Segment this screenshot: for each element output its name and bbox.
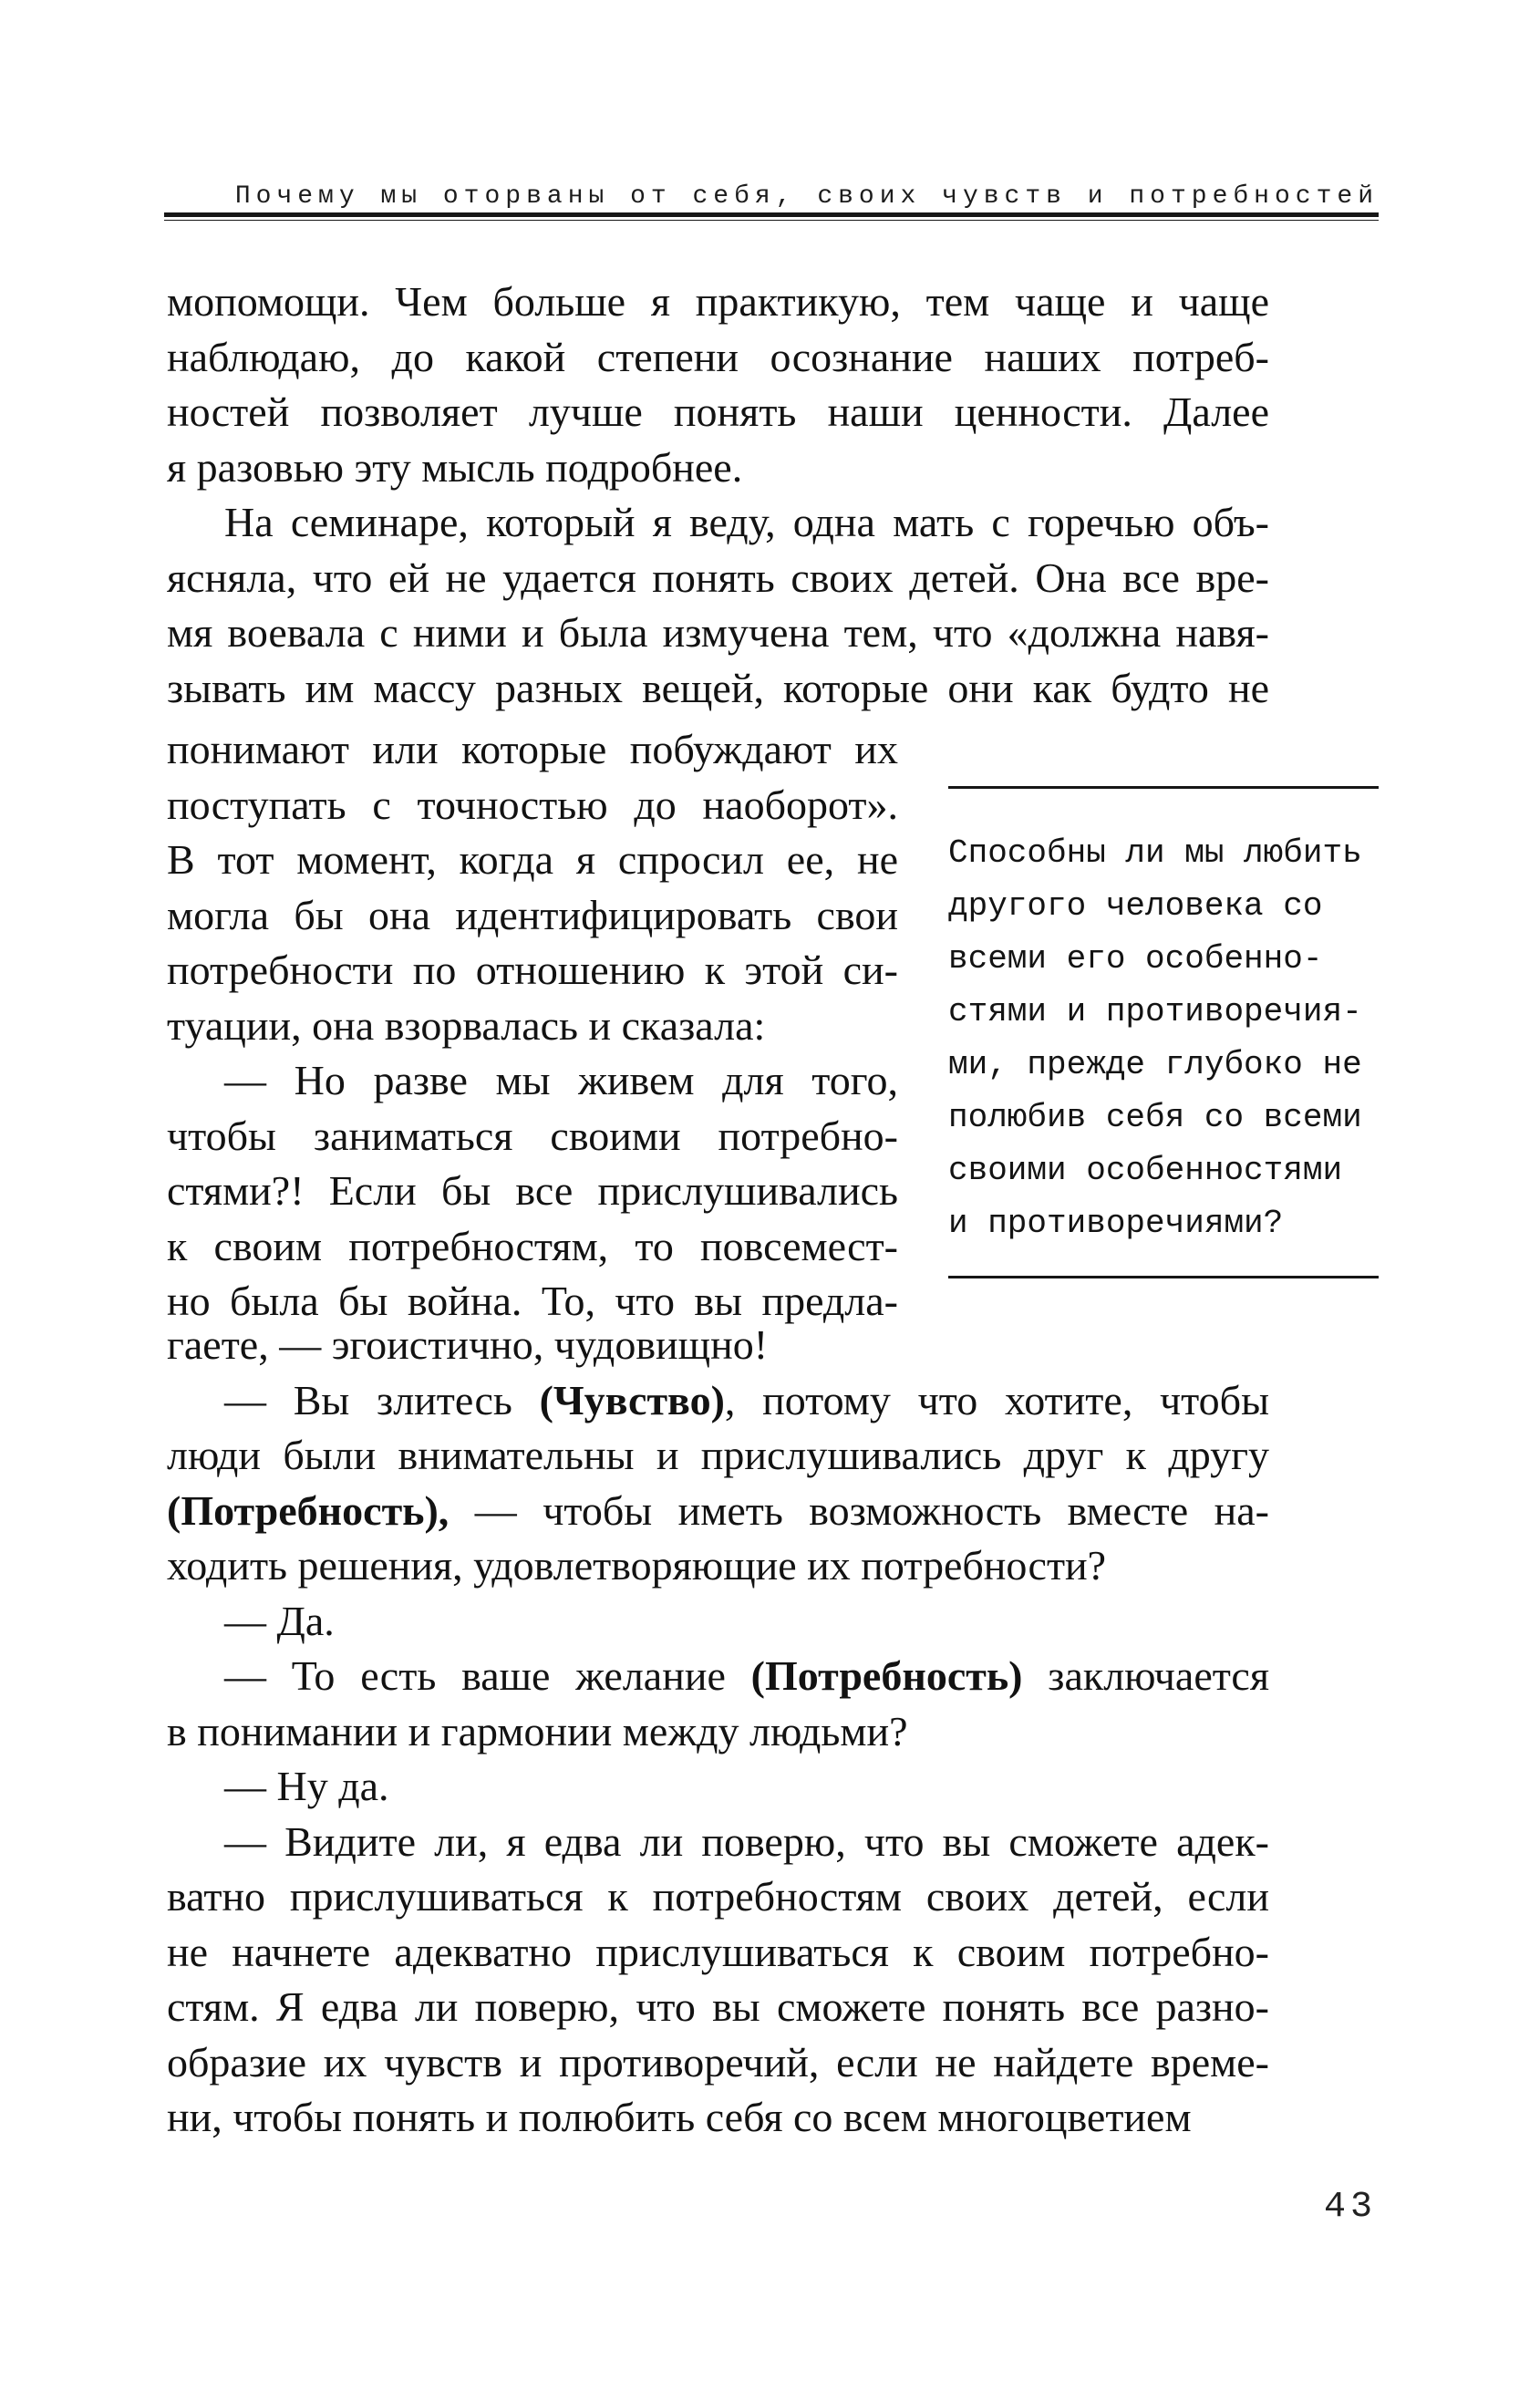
body-text-line: я разовью эту мысль подробнее. [167,443,743,491]
sidebar-quote-line: другого человека со [948,887,1323,925]
body-text-line: могла бы она идентифицировать свои [167,891,898,938]
page-number: 43 [1323,2187,1377,2228]
sidebar-pull-quote [948,786,1379,1278]
body-text-line: понимают или которые побуждают их [167,726,898,772]
body-text-line: мопомощи. Чем больше я практикую, тем чаще и чаще [167,278,1269,325]
body-text-line: поступать с точностью до наоборот». [167,781,898,828]
body-block-top [167,274,1269,716]
body-text-line: мя воевала с ними и была измучена тем, что «должна навя- [167,609,1269,656]
body-text-line: На семинаре, который я веду, одна мать с горечью объ- [224,499,1269,545]
body-text-line: ватно прислушиваться к потребностям своих детей, если [167,1873,1269,1920]
body-text-line: — Ну да. [224,1763,389,1809]
body-text-line: в понимании и гармонии между людьми? [167,1707,908,1754]
body-text-line: ходить решения, удовлетворяющие их потребности? [167,1542,1107,1589]
body-text-line: — То есть ваше желание (Потребность) заключается [224,1652,1269,1699]
body-text-line: люди были внимательны и прислушивались друг к другу [167,1432,1269,1478]
body-text-line: ностей позволяет лучше понять наши ценности. Далее [167,388,1269,435]
body-text-line: образие их чувств и противоречий, если не найдете време- [167,2038,1269,2086]
body-block-narrow [167,722,898,1330]
body-text-line: стям. Я едва ли поверю, что вы сможете понять все разно- [167,1983,1269,2030]
body-text-line: — Но разве мы живем для того, [224,1057,898,1103]
body-block-bottom [167,1318,1269,2146]
sidebar-quote-line: Способны ли мы любить [948,834,1362,872]
body-text-line: ясняла, что ей не удается понять своих детей. Она все вре- [167,554,1269,601]
body-text-line: — Видите ли, я едва ли поверю, что вы сможете адек- [224,1817,1269,1865]
body-text-line: (Потребность), — чтобы иметь возможность вместе на- [167,1486,1269,1534]
sidebar-quote-line: своими особенностями [948,1152,1343,1189]
body-text-line: чтобы заниматься своими потребно- [167,1112,898,1159]
sidebar-quote-line: стями и противоречия- [948,993,1362,1030]
body-text-line: не начнете адекватно прислушиваться к своим потребно- [167,1928,1269,1975]
body-text-line: но была бы война. То, что вы предла- [167,1278,898,1324]
sidebar-quote-line: всеми его особенно- [948,940,1323,978]
sidebar-quote-line: и противоречиями? [948,1205,1284,1242]
body-text-line: туации, она взорвалась и сказала: [167,1001,766,1049]
body-text-line: — Да. [224,1597,335,1644]
body-text-line: зывать им массу разных вещей, которые они как будто не [167,664,1269,711]
body-text-line: потребности по отношению к этой си- [167,947,898,993]
body-text-line: наблюдаю, до какой степени осознание наших потреб- [167,333,1269,380]
sidebar-quote-line: ми, прежде глубоко не [948,1046,1362,1083]
sidebar-quote-line: полюбив себя со всеми [948,1099,1362,1136]
body-text-line: стями?! Если бы все прислушивались [167,1167,898,1214]
body-text-line: — Вы злитесь (Чувство), потому что хотите, чтобы [224,1376,1269,1423]
running-header: Почему мы оторваны от себя, своих чувств и потребностей [234,182,1379,211]
body-text-line: к своим потребностям, то повсемест- [167,1222,898,1269]
header-rule [164,212,1379,221]
body-text-line: В тот момент, когда я спросил ее, не [167,836,898,883]
body-text-line: ни, чтобы понять и полюбить себя со всем многоцветием [167,2094,1192,2140]
body-text-line: гаете, — эгоистично, чудовищно! [167,1321,769,1368]
